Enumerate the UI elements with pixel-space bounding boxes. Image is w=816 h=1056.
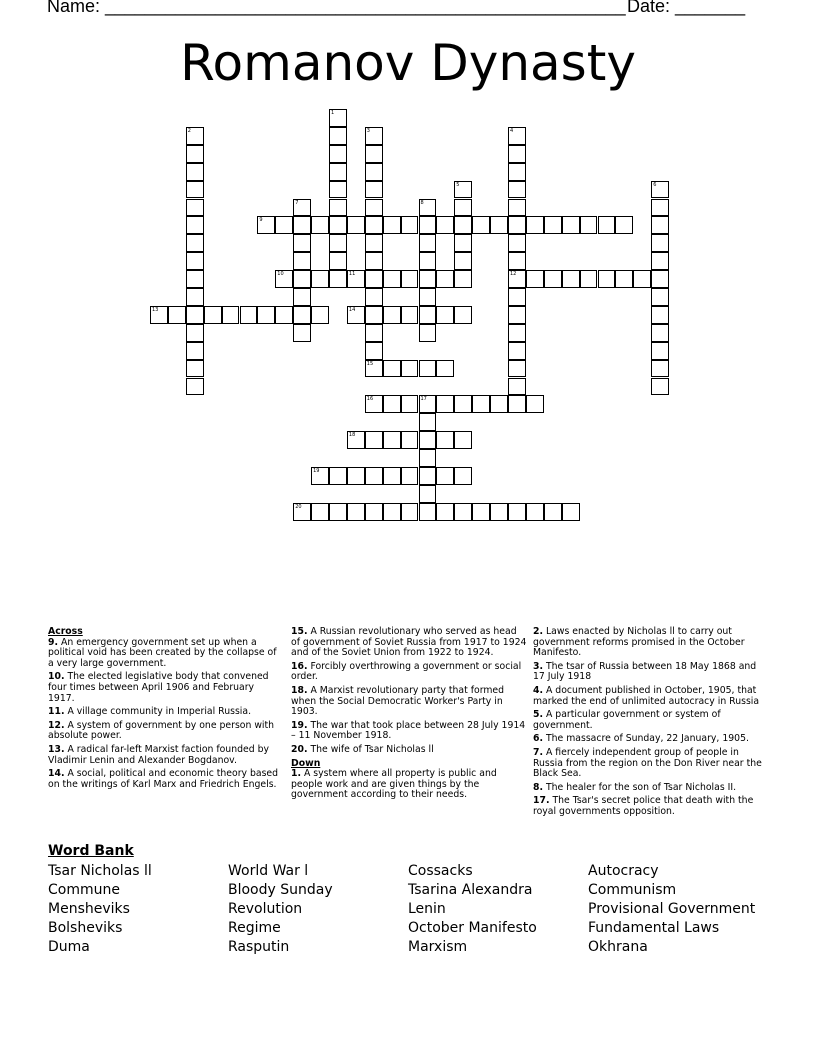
- grid-cell[interactable]: [329, 199, 347, 217]
- grid-cell[interactable]: [365, 395, 383, 413]
- grid-cell[interactable]: [383, 431, 401, 449]
- grid-cell[interactable]: [508, 234, 526, 252]
- grid-cell[interactable]: [365, 270, 383, 288]
- grid-cell[interactable]: [651, 360, 669, 378]
- grid-cell[interactable]: [508, 503, 526, 521]
- grid-cell[interactable]: [186, 234, 204, 252]
- grid-cell[interactable]: [186, 288, 204, 306]
- grid-cell[interactable]: [365, 288, 383, 306]
- grid-cell[interactable]: [562, 270, 580, 288]
- word-bank-title: Word Bank: [48, 843, 134, 859]
- grid-cell[interactable]: [436, 467, 454, 485]
- grid-cell[interactable]: [275, 216, 293, 234]
- grid-cell[interactable]: [240, 306, 258, 324]
- clue-across-18: 18. A Marxist revolutionary party that formed when the Social Democratic Worker's Party in 1903.: [291, 684, 505, 718]
- grid-cell[interactable]: [383, 360, 401, 378]
- across-heading: Across: [48, 626, 83, 637]
- grid-cell[interactable]: [419, 503, 437, 521]
- grid-cell[interactable]: [419, 306, 437, 324]
- grid-cell[interactable]: [293, 252, 311, 270]
- clues-column-1: [48, 627, 282, 793]
- clue-number: 13: [152, 306, 159, 313]
- grid-cell[interactable]: [508, 270, 526, 288]
- grid-cell[interactable]: [383, 503, 401, 521]
- grid-cell[interactable]: [490, 503, 508, 521]
- grid-cell[interactable]: [186, 378, 204, 396]
- grid-cell[interactable]: [454, 503, 472, 521]
- grid-cell[interactable]: [651, 306, 669, 324]
- grid-cell[interactable]: [293, 324, 311, 342]
- grid-cell[interactable]: [383, 395, 401, 413]
- grid-cell[interactable]: [365, 431, 383, 449]
- grid-cell[interactable]: [419, 252, 437, 270]
- clue-down-3: 3. The tsar of Russia between 18 May 1868 and 17 July 1918: [533, 660, 757, 683]
- grid-cell[interactable]: [329, 145, 347, 163]
- grid-cell[interactable]: [598, 216, 616, 234]
- clue-down-5: 5. A particular government or system of government.: [533, 709, 721, 731]
- grid-cell[interactable]: [186, 306, 204, 324]
- word-bank-item: Communism: [588, 882, 677, 898]
- clue-down-7: 7. A fiercely independent group of people in Russia from the region on the Don River near the Black Sea.: [533, 746, 762, 780]
- grid-cell[interactable]: [204, 306, 222, 324]
- grid-cell[interactable]: [311, 306, 329, 324]
- grid-cell[interactable]: [186, 360, 204, 378]
- grid-cell[interactable]: [401, 270, 419, 288]
- clue-across-14: 14. A social, political and economic theory based on the writings of Karl Marx and Friedrich Engels.: [48, 768, 279, 790]
- grid-cell[interactable]: [436, 306, 454, 324]
- grid-cell[interactable]: [472, 395, 490, 413]
- grid-cell[interactable]: [651, 216, 669, 234]
- grid-cell[interactable]: [347, 431, 365, 449]
- grid-cell[interactable]: [365, 145, 383, 163]
- clues-column-2: [291, 627, 527, 804]
- clue-number: 2: [187, 127, 191, 134]
- grid-cell[interactable]: [419, 288, 437, 306]
- clue-number: 16: [366, 396, 374, 403]
- grid-cell[interactable]: [508, 216, 526, 234]
- grid-cell[interactable]: [186, 216, 204, 234]
- clue-number: 1: [331, 110, 335, 116]
- grid-cell[interactable]: [651, 288, 669, 306]
- grid-cell[interactable]: [544, 216, 562, 234]
- grid-cell[interactable]: [508, 199, 526, 217]
- grid-cell[interactable]: [526, 395, 544, 413]
- grid-cell[interactable]: [508, 324, 526, 342]
- grid-cell[interactable]: [293, 234, 311, 252]
- grid-cell[interactable]: [347, 306, 365, 324]
- grid-cell[interactable]: [275, 270, 293, 288]
- grid-cell[interactable]: [508, 163, 526, 181]
- word-bank-item: Regime: [228, 920, 281, 936]
- grid-cell[interactable]: [580, 216, 598, 234]
- grid-cell[interactable]: [401, 216, 419, 234]
- clue-number: 17: [420, 396, 427, 403]
- word-bank-column-4: [588, 862, 755, 957]
- grid-cell[interactable]: [365, 234, 383, 252]
- clue-number: 6: [653, 181, 657, 188]
- grid-cell[interactable]: [383, 216, 401, 234]
- grid-cell[interactable]: [311, 270, 329, 288]
- grid-cell[interactable]: [454, 395, 472, 413]
- grid-cell[interactable]: [490, 395, 508, 413]
- grid-cell[interactable]: [508, 395, 526, 413]
- grid-cell[interactable]: [365, 181, 383, 199]
- grid-cell[interactable]: [401, 360, 419, 378]
- grid-cell[interactable]: [401, 306, 419, 324]
- clue-down-17: 17. The Tsar's secret police that death with the royal governments opposition.: [533, 795, 754, 817]
- word-bank-item: Cossacks: [408, 863, 473, 879]
- clue-number: 19: [313, 468, 320, 474]
- word-bank-item: Lenin: [408, 901, 446, 917]
- grid-cell[interactable]: [293, 216, 311, 234]
- grid-cell[interactable]: [472, 503, 490, 521]
- clue-down-1: 1. A system where all property is public and people work and are given things by the government according to their needs.: [291, 768, 497, 801]
- word-bank-item: Provisional Government: [588, 901, 756, 917]
- grid-cell[interactable]: [544, 503, 562, 521]
- grid-cell[interactable]: [365, 199, 383, 217]
- grid-cell[interactable]: [383, 306, 401, 324]
- word-bank-item: October Manifesto: [408, 920, 537, 936]
- grid-cell[interactable]: [508, 360, 526, 378]
- grid-cell[interactable]: [293, 199, 311, 217]
- grid-cell[interactable]: [419, 431, 437, 449]
- grid-cell[interactable]: [526, 216, 544, 234]
- date-field-label: Date: _______: [627, 0, 746, 16]
- grid-cell[interactable]: [419, 216, 437, 234]
- word-bank-item: Marxism: [408, 939, 468, 955]
- grid-cell[interactable]: [508, 288, 526, 306]
- grid-cell[interactable]: [508, 127, 526, 145]
- grid-cell[interactable]: [401, 467, 419, 485]
- word-bank-item: Bloody Sunday: [228, 882, 333, 898]
- grid-cell[interactable]: [365, 127, 383, 145]
- grid-cell[interactable]: [186, 145, 204, 163]
- grid-cell[interactable]: [454, 216, 472, 234]
- word-bank-item: Tsarina Alexandra: [408, 882, 533, 898]
- grid-cell[interactable]: [651, 342, 669, 360]
- grid-cell[interactable]: [454, 234, 472, 252]
- grid-cell[interactable]: [186, 163, 204, 181]
- clue-across-13: 13. A radical far-left Marxist faction founded by Vladimir Lenin and Alexander Bogdanov.: [48, 743, 269, 766]
- clue-number: 5: [456, 181, 460, 188]
- clue-down-8: 8. The healer for the son of Tsar Nicholas II.: [533, 781, 737, 793]
- grid-cell[interactable]: [544, 270, 562, 288]
- clue-number: 12: [510, 271, 517, 278]
- grid-cell[interactable]: [508, 145, 526, 163]
- clue-number: 10: [277, 271, 284, 278]
- grid-cell[interactable]: [401, 503, 419, 521]
- grid-cell[interactable]: [436, 270, 454, 288]
- grid-cell[interactable]: [365, 342, 383, 360]
- word-bank-item: Tsar Nicholas ll: [48, 863, 152, 879]
- grid-cell[interactable]: [329, 127, 347, 145]
- word-bank-item: Autocracy: [588, 863, 659, 879]
- clue-number: 18: [348, 432, 356, 439]
- clue-number: 15: [366, 360, 374, 367]
- grid-cell[interactable]: [454, 270, 472, 288]
- grid-cell[interactable]: [186, 127, 204, 145]
- grid-cell[interactable]: [419, 413, 437, 431]
- word-bank-column-1: [48, 862, 152, 957]
- grid-cell[interactable]: [329, 163, 347, 181]
- grid-cell[interactable]: [436, 360, 454, 378]
- grid-cell[interactable]: [580, 270, 598, 288]
- clue-number: 8: [420, 199, 424, 206]
- grid-cell[interactable]: [490, 216, 508, 234]
- grid-cell[interactable]: [454, 199, 472, 217]
- clue-number: 7: [295, 199, 299, 206]
- grid-cell[interactable]: [633, 270, 651, 288]
- clue-across-19: 19. The war that took place between 28 July 1914 – 11 November 1918.: [291, 719, 526, 742]
- clues-column-3: [533, 627, 769, 821]
- clue-number: 20: [295, 503, 302, 510]
- grid-cell[interactable]: [329, 467, 347, 485]
- grid-cell[interactable]: [454, 431, 472, 449]
- grid-cell[interactable]: [293, 270, 311, 288]
- grid-cell[interactable]: [222, 306, 240, 324]
- clue-down-6: 6. The massacre of Sunday, 22 January, 1905.: [533, 733, 749, 745]
- grid-cell[interactable]: [454, 306, 472, 324]
- word-bank-item: Duma: [48, 939, 90, 955]
- grid-cell[interactable]: [436, 216, 454, 234]
- grid-cell[interactable]: [168, 306, 186, 324]
- word-bank-column-3: [408, 862, 537, 957]
- clue-across-11: 11. A village community in Imperial Russia.: [48, 706, 252, 718]
- grid-cell[interactable]: [419, 234, 437, 252]
- grid-cell[interactable]: [311, 467, 329, 485]
- name-field-label: Name: ____________________________________________________: [47, 0, 626, 16]
- clue-across-12: 12. A system of government by one person with absolute power.: [48, 719, 275, 742]
- word-bank-item: Rasputin: [228, 939, 290, 955]
- grid-cell[interactable]: [293, 288, 311, 306]
- grid-cell[interactable]: [454, 252, 472, 270]
- grid-cell[interactable]: [419, 449, 437, 467]
- grid-cell[interactable]: [311, 503, 329, 521]
- grid-cell[interactable]: [347, 216, 365, 234]
- grid-cell[interactable]: [311, 216, 329, 234]
- grid-cell[interactable]: [293, 503, 311, 521]
- grid-cell[interactable]: [365, 306, 383, 324]
- grid-cell[interactable]: [651, 270, 669, 288]
- grid-cell[interactable]: [419, 270, 437, 288]
- grid-cell[interactable]: [419, 485, 437, 503]
- grid-cell[interactable]: [562, 216, 580, 234]
- grid-cell[interactable]: [598, 270, 616, 288]
- clue-number: 3: [366, 127, 370, 134]
- clue-number: 9: [259, 217, 263, 224]
- grid-cell[interactable]: [419, 360, 437, 378]
- word-bank-item: Revolution: [228, 901, 303, 917]
- grid-cell[interactable]: [436, 395, 454, 413]
- grid-cell[interactable]: [383, 270, 401, 288]
- grid-cell[interactable]: [526, 503, 544, 521]
- grid-cell[interactable]: [508, 306, 526, 324]
- clue-across-15: 15. A Russian revolutionary who served as head of government of Soviet Russia from 1917 to 1924 and of the Soviet Union from 1922 to 1924.: [291, 626, 527, 659]
- grid-cell[interactable]: [419, 324, 437, 342]
- grid-cell[interactable]: [275, 306, 293, 324]
- grid-cell[interactable]: [365, 324, 383, 342]
- grid-cell[interactable]: [186, 252, 204, 270]
- grid-cell[interactable]: [472, 216, 490, 234]
- clue-down-2: 2. Laws enacted by Nicholas ll to carry out government reforms promised in the October Manifesto.: [533, 626, 745, 659]
- down-heading: Down: [291, 757, 321, 769]
- grid-cell[interactable]: [651, 378, 669, 396]
- grid-cell[interactable]: [508, 252, 526, 270]
- grid-cell[interactable]: [615, 216, 633, 234]
- grid-cell[interactable]: [615, 270, 633, 288]
- grid-cell[interactable]: [508, 342, 526, 360]
- page-title: Romanov Dynasty: [180, 34, 636, 92]
- word-bank-item: Mensheviks: [48, 901, 130, 917]
- grid-cell[interactable]: [186, 181, 204, 199]
- grid-cell[interactable]: [186, 270, 204, 288]
- grid-cell[interactable]: [651, 324, 669, 342]
- word-bank-item: Fundamental Laws: [588, 920, 720, 936]
- grid-cell[interactable]: [186, 199, 204, 217]
- clue-across-16: 16. Forcibly overthrowing a government or social order.: [291, 660, 522, 683]
- grid-cell[interactable]: [365, 467, 383, 485]
- clue-across-10: 10. The elected legislative body that convened four times between April 1906 and February 1917.: [48, 671, 269, 704]
- grid-cell[interactable]: [347, 270, 365, 288]
- grid-cell[interactable]: [436, 431, 454, 449]
- grid-cell[interactable]: [186, 342, 204, 360]
- grid-cell[interactable]: [329, 181, 347, 199]
- grid-cell[interactable]: [419, 467, 437, 485]
- grid-cell[interactable]: [419, 395, 437, 413]
- grid-cell[interactable]: [454, 181, 472, 199]
- clue-number: 14: [348, 306, 356, 313]
- grid-cell[interactable]: [401, 395, 419, 413]
- grid-cell[interactable]: [365, 360, 383, 378]
- grid-cell[interactable]: [257, 306, 275, 324]
- grid-cell[interactable]: [383, 467, 401, 485]
- grid-cell[interactable]: [329, 216, 347, 234]
- clue-across-20: 20. The wife of Tsar Nicholas ll: [291, 743, 434, 755]
- grid-cell[interactable]: [419, 199, 437, 217]
- grid-cell[interactable]: [365, 163, 383, 181]
- grid-cell[interactable]: [365, 216, 383, 234]
- grid-cell[interactable]: [329, 109, 347, 127]
- grid-cell[interactable]: [329, 252, 347, 270]
- grid-cell[interactable]: [329, 270, 347, 288]
- grid-cell[interactable]: [508, 181, 526, 199]
- grid-cell[interactable]: [257, 216, 275, 234]
- grid-cell[interactable]: [365, 503, 383, 521]
- grid-cell[interactable]: [365, 252, 383, 270]
- grid-cell[interactable]: [526, 270, 544, 288]
- grid-cell[interactable]: [329, 503, 347, 521]
- grid-cell[interactable]: [150, 306, 168, 324]
- grid-cell[interactable]: [436, 503, 454, 521]
- word-bank-item: World War l: [228, 863, 309, 879]
- grid-cell[interactable]: [329, 234, 347, 252]
- grid-cell[interactable]: [651, 199, 669, 217]
- grid-cell[interactable]: [651, 234, 669, 252]
- grid-cell[interactable]: [347, 503, 365, 521]
- clue-number: 11: [348, 271, 356, 278]
- grid-cell[interactable]: [347, 467, 365, 485]
- word-bank-item: Commune: [48, 882, 120, 898]
- grid-cell[interactable]: [186, 324, 204, 342]
- clue-down-4: 4. A document published in October, 1905, that marked the end of unlimited autocracy in Russia: [533, 684, 760, 707]
- grid-cell[interactable]: [293, 306, 311, 324]
- word-bank-item: Okhrana: [588, 939, 648, 955]
- clue-number: 4: [510, 127, 514, 134]
- word-bank-item: Bolsheviks: [48, 920, 123, 936]
- grid-cell[interactable]: [562, 503, 580, 521]
- clue-across-9: 9. An emergency government set up when a political void has been created by the collapse of a very large government.: [48, 636, 277, 669]
- grid-cell[interactable]: [651, 252, 669, 270]
- grid-cell[interactable]: [651, 181, 669, 199]
- word-bank-column-2: [228, 862, 333, 957]
- grid-cell[interactable]: [508, 378, 526, 396]
- grid-cell[interactable]: [454, 467, 472, 485]
- grid-cell[interactable]: [401, 431, 419, 449]
